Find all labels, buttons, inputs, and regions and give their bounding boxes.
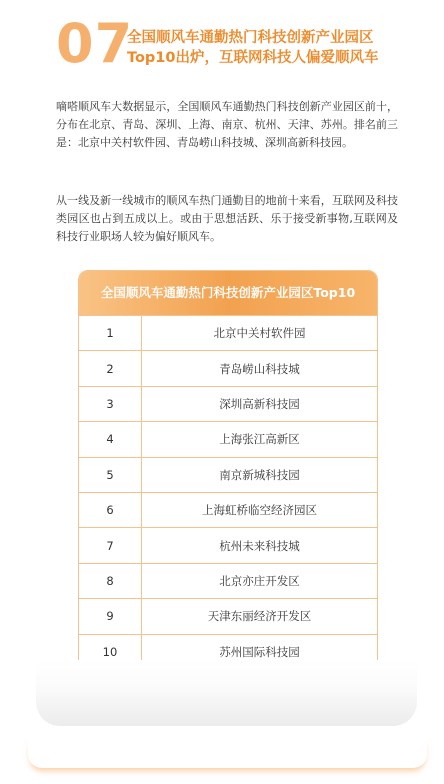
table-row <box>79 599 377 634</box>
ranking-table-body <box>79 315 377 669</box>
table-title: 全国顺风车通勤热门科技创新产业园区Top10 <box>79 271 377 315</box>
table-row <box>79 457 377 492</box>
table-row <box>79 563 377 598</box>
rank-cell: 10 <box>79 634 142 669</box>
table-row <box>79 492 377 527</box>
section-header <box>56 14 436 74</box>
rank-cell: 3 <box>79 386 142 421</box>
park-name-cell: 上海张江高新区 <box>142 422 378 457</box>
paragraph-2: 从一线及新一线城市的顺风车热门通勤目的地前十来看，互联网及科技类园区也占到五成以上。或由于思想活跃、乐于接受新事物,互联网及科技行业职场人较为偏好顺风车。 <box>56 194 398 243</box>
park-name-cell: 北京亦庄开发区 <box>142 563 378 598</box>
park-name-cell: 天津东丽经济开发区 <box>142 599 378 634</box>
section-title <box>127 28 378 68</box>
rank-cell: 4 <box>79 422 142 457</box>
section-title-line-2: Top10出炉，互联网科技人偏爱顺风车 <box>127 50 379 66</box>
rank-cell: 7 <box>79 528 142 563</box>
rank-cell: 8 <box>79 563 142 598</box>
table-row <box>79 316 377 351</box>
table-row <box>79 422 377 457</box>
park-name-cell: 苏州国际科技园 <box>142 634 378 669</box>
section-title-line-1: 全国顺风车通勤热门科技创新产业园区 <box>127 30 374 46</box>
rank-cell: 5 <box>79 457 142 492</box>
decorative-card-shadow <box>28 738 427 768</box>
table-row <box>79 386 377 421</box>
park-name-cell: 杭州未来科技城 <box>142 528 378 563</box>
rank-cell: 9 <box>79 599 142 634</box>
decorative-card-bottom <box>36 660 417 726</box>
table-row <box>79 528 377 563</box>
rank-cell: 6 <box>79 492 142 527</box>
table-row <box>79 351 377 386</box>
paragraph-1: 嘀嗒顺风车大数据显示，全国顺风车通勤热门科技创新产业园区前十，分布在北京、青岛、深圳、上海、南京、杭州、天津、苏州。排名前三是：北京中关村软件园、青岛崂山科技城、深圳高新科技园。 <box>56 100 398 149</box>
section-number: 07 <box>56 12 134 75</box>
park-name-cell: 青岛崂山科技城 <box>142 351 378 386</box>
ranking-table <box>78 270 378 670</box>
park-name-cell: 南京新城科技园 <box>142 457 378 492</box>
park-name-cell: 上海虹桥临空经济园区 <box>142 492 378 527</box>
rank-cell: 1 <box>79 316 142 351</box>
rank-cell: 2 <box>79 351 142 386</box>
park-name-cell: 北京中关村软件园 <box>142 316 378 351</box>
park-name-cell: 深圳高新科技园 <box>142 386 378 421</box>
